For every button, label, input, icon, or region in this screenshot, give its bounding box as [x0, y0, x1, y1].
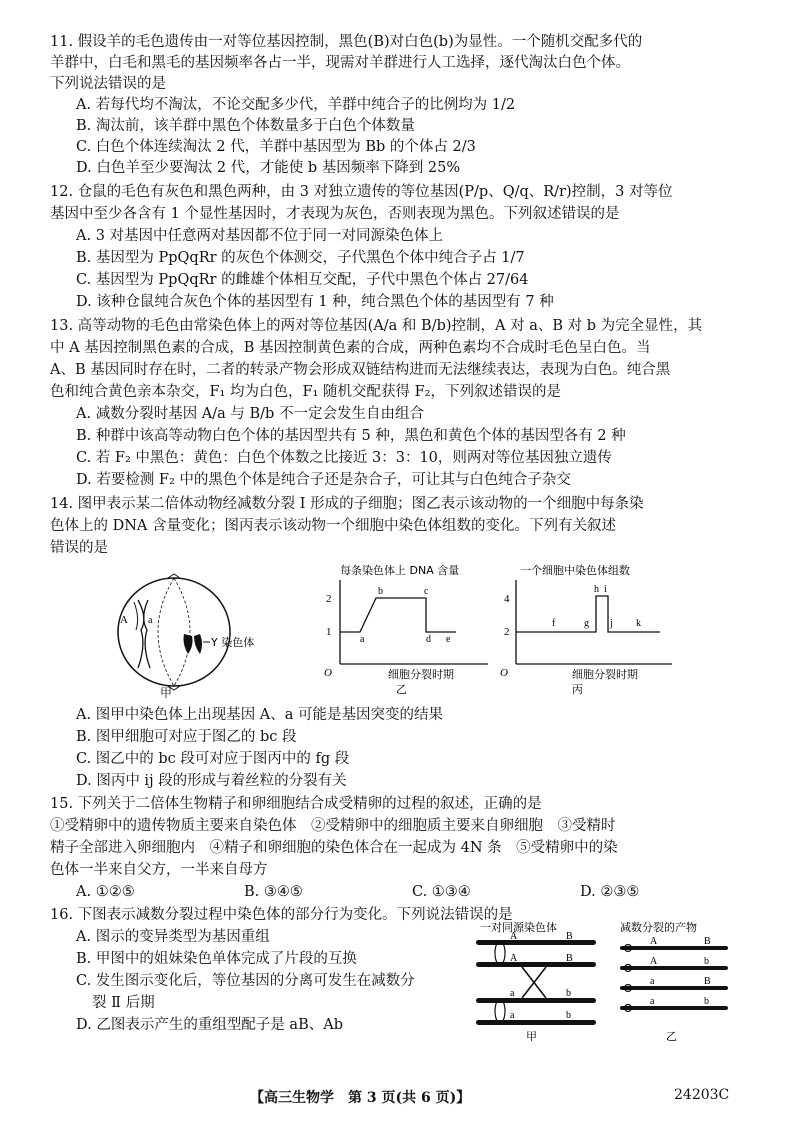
q16-jia-caption: 甲 [526, 1030, 537, 1043]
q15-stem-3: 精子全部进入卵细胞内 ④精子和卵细胞的染色体合在一起成为 4N 条 ⑤受精卵中的染 [50, 840, 618, 856]
figure-yi-title: 每条染色体上 DNA 含量 [340, 564, 460, 577]
q12-stem-1: 12. 仓鼠的毛色有灰色和黑色两种，由 3 对独立遗传的等位基因(P/p、Q/q、R/r)控制，3 对等位 [50, 184, 673, 200]
q15-stem-1: 15. 下列关于二倍体生物精子和卵细胞结合成受精卵的过程的叙述，正确的是 [50, 796, 542, 812]
figure-bing-caption: 丙 [572, 683, 583, 696]
yi-gene: a [650, 976, 655, 987]
q13-option-a: A. 减数分裂时基因 A/a 与 B/b 不一定会发生自由组合 [76, 406, 424, 422]
q16-stem-1: 16. 下图表示减数分裂过程中染色体的部分行为变化。下列说法错误的是 [50, 907, 513, 923]
figure-yi-xlabel: 细胞分裂时期 [388, 668, 454, 681]
page-footer: 【高三生物学 第 3 页(共 6 页)】 [250, 1090, 471, 1106]
q16-figure [470, 918, 740, 1044]
q16-yi-title: 减数分裂的产物 [620, 921, 697, 934]
y-tick-1: 1 [326, 626, 332, 638]
product-bar [620, 946, 728, 950]
cell-membrane [118, 578, 230, 686]
spindle-line [174, 578, 190, 686]
product-bar [620, 1006, 728, 1010]
q16-option-d: D. 乙图表示产生的重组型配子是 aB、Ab [76, 1017, 343, 1033]
jia-gene: A [510, 953, 518, 964]
point-a: a [360, 634, 365, 645]
q16-option-a: A. 图示的变异类型为基因重组 [76, 929, 270, 945]
q11-option-c: C. 白色个体连续淘汰 2 代，羊群中基因型为 Bb 的个体占 2/3 [76, 139, 476, 155]
q14-stem-1: 14. 图甲表示某二倍体动物经减数分裂 Ⅰ 形成的子细胞；图乙表示该动物的一个细胞中每条染 [50, 496, 644, 512]
q11-option-b: B. 淘汰前，该羊群中黑色个体数量多于白色个体数量 [76, 118, 415, 134]
figure-bing-xlabel: 细胞分裂时期 [572, 668, 638, 681]
jia-gene: b [566, 1010, 571, 1021]
q13-option-d: D. 若要检测 F₂ 中的黑色个体是纯合子还是杂合子，可让其与白色纯合子杂交 [76, 472, 571, 488]
q14-option-c: C. 图乙中的 bc 段可对应于图丙中的 fg 段 [76, 751, 350, 767]
y-chromosome-label: Y 染色体 [211, 636, 255, 649]
jia-gene: a [510, 1010, 515, 1021]
jia-gene: A [510, 931, 518, 942]
point-i: i [604, 584, 607, 595]
chromatid-bar [476, 998, 596, 1003]
q11-stem-3: 下列说法错误的是 [50, 76, 166, 92]
gene-label-small-a: a [148, 615, 153, 626]
q16-option-c-cont: 裂 Ⅱ 后期 [92, 995, 155, 1011]
q15-stem-2: ①受精卵中的遗传物质主要来自染色体 ②受精卵中的细胞质主要来自卵细胞 ③受精时 [50, 818, 616, 834]
q12-option-c: C. 基因型为 PpQqRr 的雌雄个体相互交配，子代中黑色个体占 27/64 [76, 272, 529, 288]
q13-stem-1: 13. 高等动物的毛色由常染色体上的两对等位基因(A/a 和 B/b)控制，A 对 a、B 对 b 为完全显性，其 [50, 318, 703, 334]
q11-option-d: D. 白色羊至少要淘汰 2 代，才能使 b 基因频率下降到 25% [76, 160, 461, 176]
chromatid-bar [476, 962, 596, 967]
q14-option-a: A. 图甲中染色体上出现基因 A、a 可能是基因突变的结果 [76, 707, 444, 723]
jia-gene: a [510, 988, 515, 999]
spindle-line [158, 578, 174, 686]
q12-option-d: D. 该种仓鼠纯合灰色个体的基因型有 1 种，纯合黑色个体的基因型有 7 种 [76, 294, 554, 310]
q13-stem-4: 色和纯合黄色亲本杂交，F₁ 均为白色，F₁ 随机交配获得 F₂，下列叙述错误的是 [50, 384, 561, 400]
dna-content-line [340, 598, 456, 632]
q13-stem-3: A、B 基因同时存在时，二者的转录产物会形成双链结构进而无法继续表达，表现为白色。纯合黑 [50, 362, 671, 378]
q13-option-c: C. 若 F₂ 中黑色：黄色：白色个体数之比接近 3：3：10，则两对等位基因独立遗传 [76, 450, 612, 466]
chromatid-bar [476, 940, 596, 945]
chromatid-bar [476, 1020, 596, 1025]
y-chromosome-right [194, 634, 202, 654]
q14-stem-3: 错误的是 [50, 540, 108, 556]
q16-jia-title: 一对同源染色体 [480, 921, 557, 934]
origin-label: O [500, 667, 508, 679]
q12-option-b: B. 基因型为 PpQqRr 的灰色个体测交，子代黑色个体中纯合子占 1/7 [76, 250, 525, 266]
q12-stem-2: 基因中至少各含有 1 个显性基因时，才表现为灰色，否则表现为黑色。下列叙述错误的是 [50, 206, 620, 222]
jia-gene: B [566, 953, 573, 964]
point-j: j [610, 618, 613, 629]
exam-code: 24203C [674, 1087, 730, 1103]
point-d: d [426, 634, 431, 645]
jia-gene: b [566, 988, 571, 999]
q14-option-b: B. 图甲细胞可对应于图乙的 bc 段 [76, 729, 297, 745]
figure-jia-caption: 甲 [160, 686, 173, 700]
yi-gene: b [704, 996, 709, 1007]
q13-option-b: B. 种群中该高等动物白色个体的基因型共有 5 种，黑色和黄色个体的基因型各有 2 种 [76, 428, 626, 444]
y-tick-2: 2 [504, 626, 510, 638]
origin-label: O [324, 667, 332, 679]
q11-option-a: A. 若每代均不淘汰，不论交配多少代，羊群中纯合子的比例均为 1/2 [76, 97, 516, 113]
q16-yi-caption: 乙 [666, 1030, 677, 1043]
q15-stem-4: 色体一半来自父方，一半来自母方 [50, 862, 268, 878]
chromosome-left-outline [134, 602, 138, 630]
q15-option-a: A. ①②⑤ [76, 884, 135, 900]
figure-bing-title: 一个细胞中染色体组数 [520, 564, 630, 577]
gene-label-big-a: A [120, 614, 128, 626]
q14-figure-yi [318, 560, 498, 696]
chromosome-left-arm-2 [144, 600, 150, 668]
jia-gene: B [566, 931, 573, 942]
y-tick-4: 4 [504, 593, 510, 605]
yi-gene: b [704, 956, 709, 967]
q11-stem-1: 11. 假设羊的毛色遗传由一对等位基因控制，黑色(B)对白色(b)为显性。一个随机交配多代的 [50, 34, 643, 50]
yi-gene: a [650, 996, 655, 1007]
figure-yi-caption: 乙 [396, 683, 407, 696]
yi-gene: B [704, 936, 711, 947]
point-h: h [594, 584, 599, 595]
q15-option-d: D. ②③⑤ [580, 884, 640, 900]
q13-stem-2: 中 A 基因控制黑色素的合成，B 基因控制黄色素的合成，两种色素均不合成时毛色呈白色。当 [50, 340, 651, 356]
point-c: c [424, 586, 429, 597]
point-f: f [552, 618, 556, 629]
q11-stem-2: 羊群中，白毛和黑毛的基因频率各占一半，现需对羊群进行人工选择，逐代淘汰白色个体。 [50, 55, 630, 71]
q14-figure-bing [500, 560, 680, 696]
point-e: e [446, 634, 451, 645]
point-g: g [584, 618, 589, 629]
point-b: b [378, 586, 383, 597]
q14-stem-2: 色体上的 DNA 含量变化；图丙表示该动物一个细胞中染色体组数的变化。下列有关叙述 [50, 518, 616, 534]
q16-option-c: C. 发生图示变化后，等位基因的分离可发生在减数分 [76, 973, 415, 989]
yi-gene: A [650, 956, 658, 967]
chromosome-left-arm-1 [138, 600, 144, 668]
yi-gene: B [704, 976, 711, 987]
q12-option-a: A. 3 对基因中任意两对基因都不位于同一对同源染色体上 [76, 228, 444, 244]
q15-option-c: C. ①③④ [412, 884, 471, 900]
yi-gene: A [650, 936, 658, 947]
y-chromosome-left [184, 634, 193, 654]
q14-figure-jia [108, 574, 255, 704]
q14-option-d: D. 图丙中 ij 段的形成与着丝粒的分裂有关 [76, 773, 347, 789]
product-bar [620, 986, 728, 990]
q16-option-b: B. 甲图中的姐妹染色单体完成了片段的互换 [76, 951, 357, 967]
y-tick-2: 2 [326, 593, 332, 605]
point-k: k [636, 618, 641, 629]
q15-option-b: B. ③④⑤ [244, 884, 303, 900]
product-bar [620, 966, 728, 970]
